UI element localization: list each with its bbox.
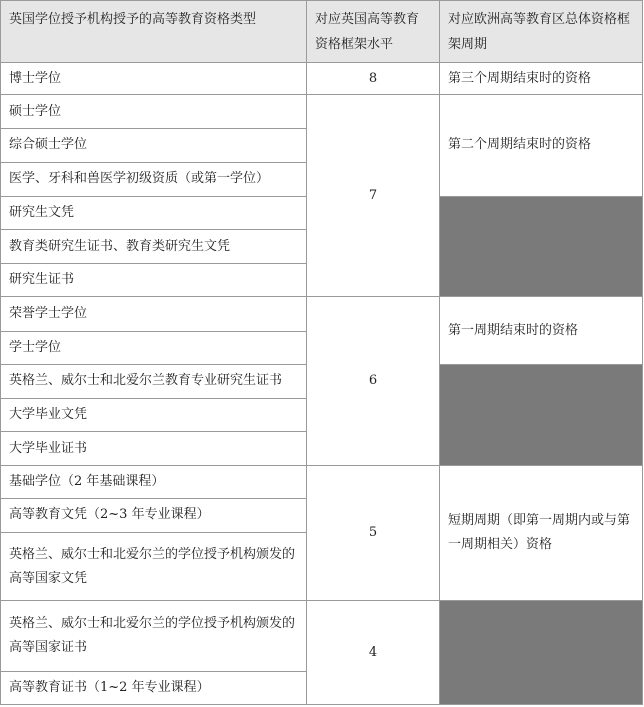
cycle-cell: 第一周期结束时的资格	[440, 297, 643, 364]
qualification-cell: 研究生文凭	[1, 196, 307, 229]
cycle-cell: 第二个周期结束时的资格	[440, 95, 643, 197]
qualification-cell: 大学毕业文凭	[1, 399, 307, 432]
qualification-cell: 研究生证书	[1, 264, 307, 297]
qualification-cell: 大学毕业证书	[1, 432, 307, 466]
table-row	[1, 63, 643, 95]
table-row	[1, 601, 643, 671]
level-cell: 8	[307, 63, 440, 95]
qualification-cell: 英格兰、威尔士和北爱尔兰的学位授予机构颁发的高等国家文凭	[1, 532, 307, 600]
header-uk-level: 对应英国高等教育资格框架水平	[307, 1, 440, 63]
qualification-cell: 高等教育证书（1~2 年专业课程）	[1, 671, 307, 704]
header-qualification-type: 英国学位授予机构授予的高等教育资格类型	[1, 1, 307, 63]
qualification-cell: 英格兰、威尔士和北爱尔兰的学位授予机构颁发的高等国家证书	[1, 601, 307, 671]
table-row	[1, 297, 643, 331]
qualification-cell: 医学、牙科和兽医学初级资质（或第一学位）	[1, 162, 307, 196]
level-cell: 5	[307, 466, 440, 601]
shaded-cell	[440, 601, 643, 705]
qualification-cell: 基础学位（2 年基础课程）	[1, 466, 307, 498]
qualification-cell: 学士学位	[1, 331, 307, 364]
qualification-cell: 综合硕士学位	[1, 129, 307, 162]
qualification-cell: 英格兰、威尔士和北爱尔兰教育专业研究生证书	[1, 364, 307, 398]
table-row	[1, 95, 643, 129]
shaded-cell	[440, 364, 643, 466]
cycle-cell: 第三个周期结束时的资格	[440, 63, 643, 95]
qualification-cell: 博士学位	[1, 63, 307, 95]
qualification-cell: 荣誉学士学位	[1, 297, 307, 331]
level-cell: 7	[307, 95, 440, 297]
qualification-cell: 教育类研究生证书、教育类研究生文凭	[1, 230, 307, 264]
header-ehea-cycle: 对应欧洲高等教育区总体资格框架周期	[440, 1, 643, 63]
qualification-cell: 硕士学位	[1, 95, 307, 129]
table-row	[1, 466, 643, 498]
level-cell: 4	[307, 601, 440, 705]
cycle-cell: 短期周期（即第一周期内或与第一周期相关）资格	[440, 466, 643, 601]
level-cell: 6	[307, 297, 440, 466]
qualification-cell: 高等教育文凭（2~3 年专业课程）	[1, 498, 307, 532]
header-row	[1, 1, 643, 63]
shaded-cell	[440, 196, 643, 297]
